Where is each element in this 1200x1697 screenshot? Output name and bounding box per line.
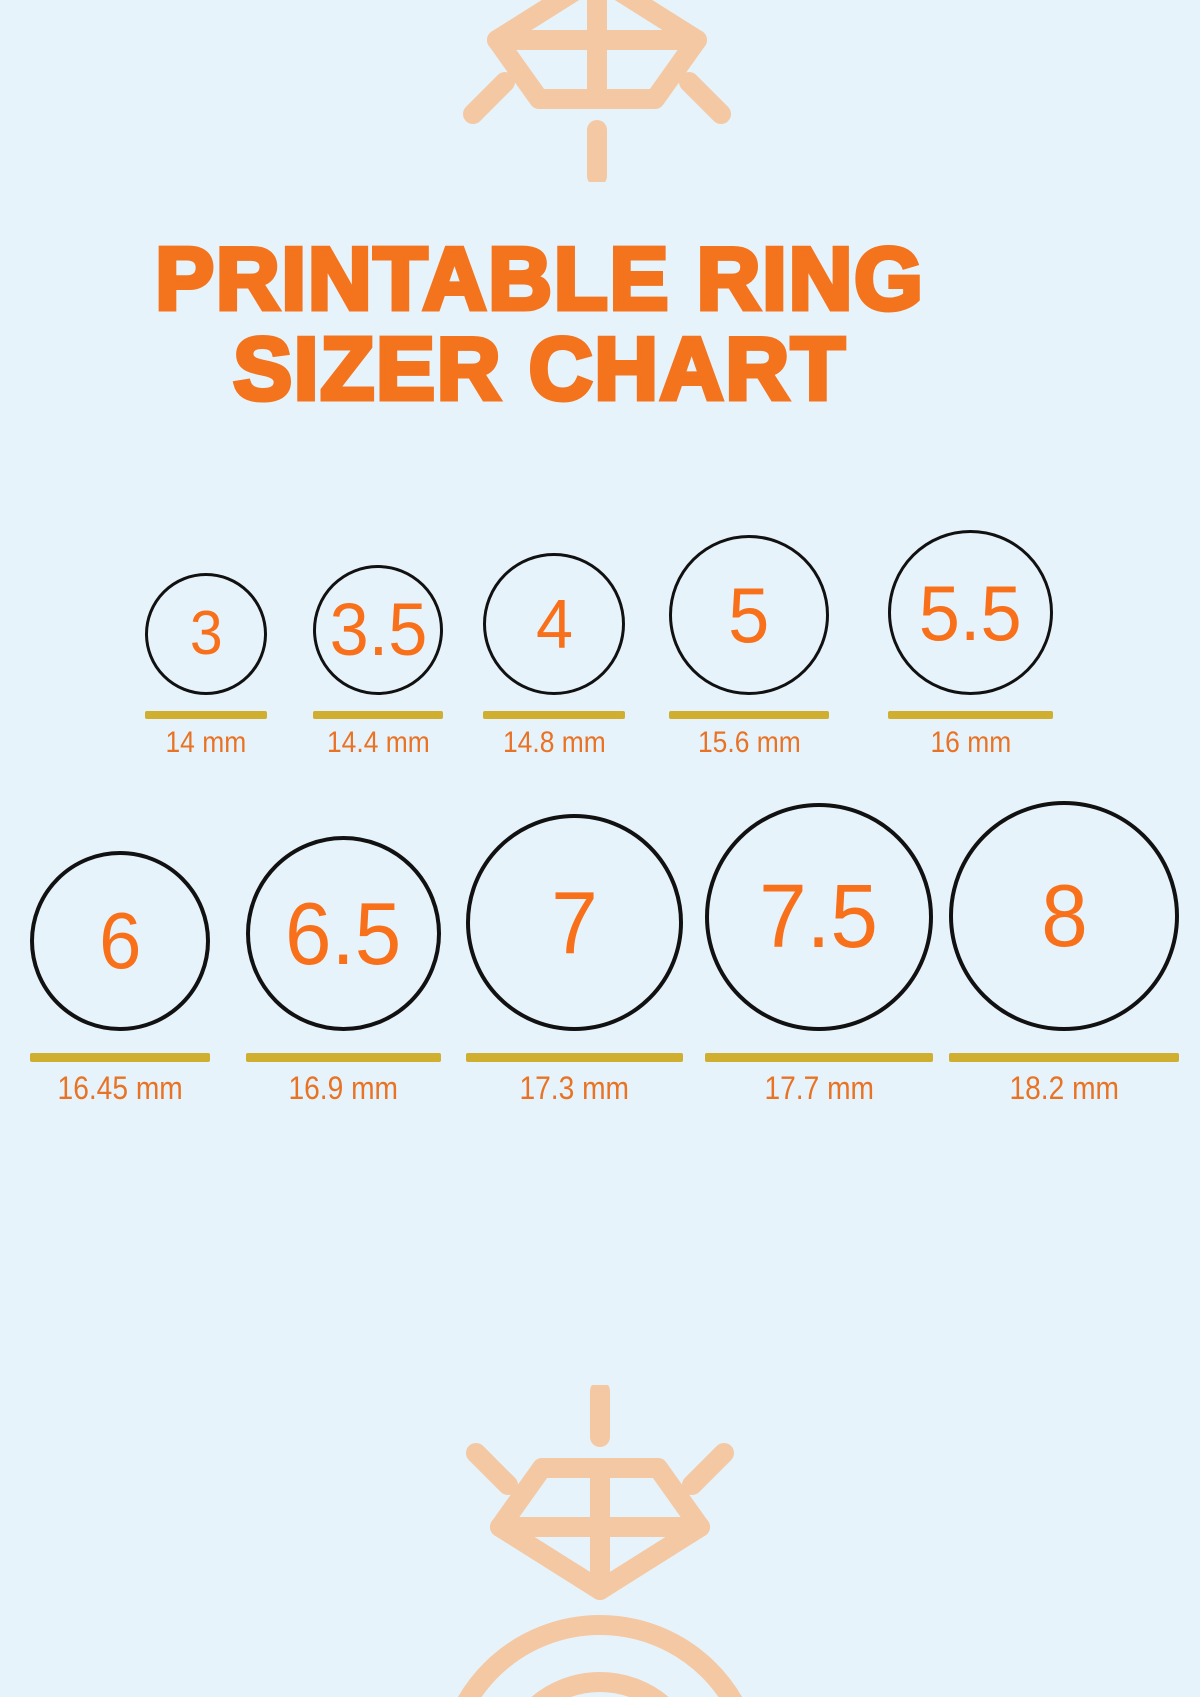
ring-size-group-8 bbox=[949, 801, 1179, 1107]
ring-circle bbox=[888, 530, 1053, 695]
ring-size-number: 5.5 bbox=[918, 568, 1023, 657]
ring-circle bbox=[669, 535, 829, 695]
ring-size-group-6-5 bbox=[246, 836, 441, 1107]
size-underline-bar bbox=[949, 1053, 1179, 1062]
diameter-label: 16.45 mm bbox=[57, 1070, 183, 1106]
diamond-ring-icon-top bbox=[447, 0, 747, 182]
size-underline-bar bbox=[888, 711, 1053, 719]
ring-size-group-5-5 bbox=[888, 530, 1053, 760]
diameter-label: 14.4 mm bbox=[326, 726, 430, 759]
ring-circle bbox=[466, 814, 683, 1031]
ring-size-number: 8 bbox=[1040, 866, 1088, 965]
ring-size-number: 7 bbox=[551, 872, 598, 972]
size-underline-bar bbox=[705, 1053, 933, 1062]
ring-circle bbox=[483, 553, 625, 695]
ring-size-number: 3.5 bbox=[329, 588, 427, 671]
diameter-label: 16.9 mm bbox=[288, 1070, 399, 1106]
ring-size-number: 6.5 bbox=[285, 883, 402, 983]
diameter-label: 14 mm bbox=[165, 726, 247, 759]
ring-size-number: 5 bbox=[728, 571, 770, 659]
ring-circle bbox=[313, 565, 443, 695]
size-underline-bar bbox=[145, 711, 267, 719]
page-title bbox=[0, 229, 1140, 418]
ring-size-number: 4 bbox=[535, 585, 573, 663]
diameter-label: 16 mm bbox=[930, 726, 1011, 759]
ring-size-number: 3 bbox=[189, 599, 223, 668]
ring-circle bbox=[705, 803, 933, 1031]
diameter-label: 18.2 mm bbox=[1009, 1070, 1119, 1106]
size-underline-bar bbox=[30, 1053, 210, 1062]
title-line-2: SIZER CHART bbox=[233, 319, 847, 418]
ring-circle bbox=[145, 573, 267, 695]
diameter-label: 17.7 mm bbox=[764, 1070, 874, 1106]
size-underline-bar bbox=[483, 711, 625, 719]
ring-size-group-3 bbox=[145, 573, 267, 760]
ring-size-group-7-5 bbox=[705, 803, 933, 1107]
diameter-label: 17.3 mm bbox=[519, 1070, 630, 1106]
ring-size-group-5 bbox=[669, 535, 829, 760]
size-underline-bar bbox=[466, 1053, 683, 1062]
size-underline-bar bbox=[246, 1053, 441, 1062]
diamond-ring-icon-bottom bbox=[450, 1385, 750, 1697]
ring-circle bbox=[246, 836, 441, 1031]
ring-size-group-4 bbox=[483, 553, 625, 760]
ring-size-number: 7.5 bbox=[759, 867, 879, 967]
size-underline-bar bbox=[313, 711, 443, 719]
ring-size-group-3-5 bbox=[313, 565, 443, 760]
diameter-label: 14.8 mm bbox=[502, 726, 606, 759]
title-line-1: PRINTABLE RING bbox=[155, 229, 925, 328]
size-underline-bar bbox=[669, 711, 829, 719]
ring-size-group-6 bbox=[30, 851, 210, 1107]
ring-circle bbox=[30, 851, 210, 1031]
ring-circle bbox=[949, 801, 1179, 1031]
diameter-label: 15.6 mm bbox=[697, 726, 801, 759]
ring-size-number: 6 bbox=[98, 896, 142, 985]
ring-size-group-7 bbox=[466, 814, 683, 1107]
